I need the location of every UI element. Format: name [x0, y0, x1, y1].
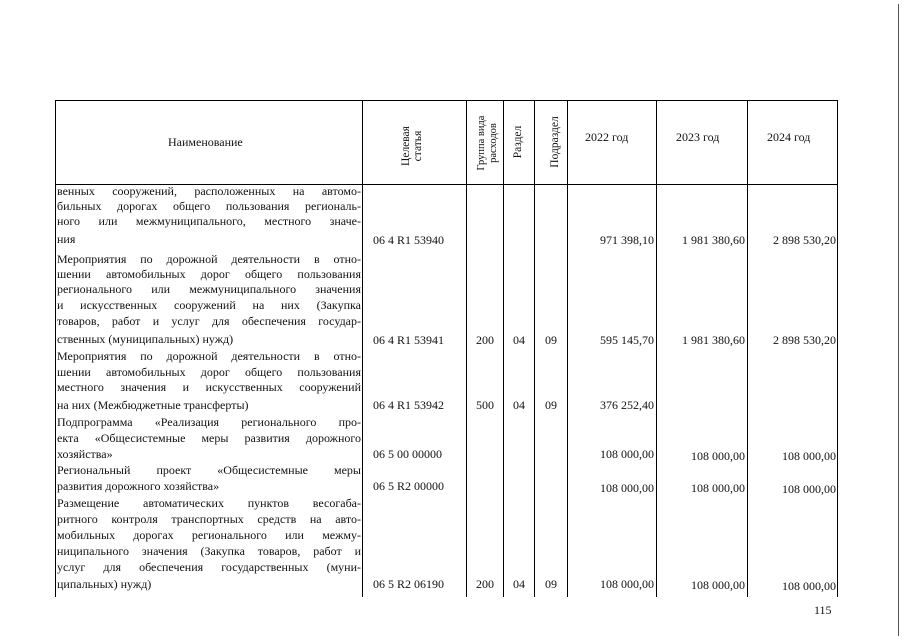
- row-subsection: 09: [545, 577, 557, 591]
- budget-table: [55, 100, 838, 597]
- row-2024: 2 898 530,20: [773, 333, 836, 347]
- row-name-line: товаров, работ и услуг для обеспечения государ-: [57, 314, 361, 328]
- row-2023: 108 000,00: [691, 481, 745, 495]
- row-2022: 595 145,70: [600, 333, 654, 347]
- header-year-2024: 2024 год: [767, 130, 811, 144]
- row-name-line: ритного контроля транспортных средств на авто-: [57, 512, 361, 526]
- row-name-line: бильных дорогах общего пользования региональ-: [57, 199, 361, 213]
- col-border-name: [362, 100, 363, 597]
- row-name-line: Региональный проект «Общесистемные меры: [57, 463, 361, 477]
- row-2024: 108 000,00: [782, 579, 836, 593]
- row-name-line: на них (Межбюджетные трансферты): [57, 398, 249, 412]
- page-edge-line: [898, 4, 899, 636]
- row-name-line: услуг для обеспечения государственных (муни-: [57, 560, 361, 574]
- row-section: 04: [513, 333, 525, 347]
- row-2022: 376 252,40: [600, 398, 654, 412]
- header-expense-group-line1: Группа вида: [476, 115, 487, 171]
- row-code: 06 5 R2 00000: [373, 479, 445, 493]
- row-2024: 108 000,00: [782, 449, 836, 463]
- row-2023: 108 000,00: [691, 578, 745, 592]
- row-name-line: и искусственных сооружений на них (Закупка: [57, 298, 361, 312]
- header-target-article-line2: статья: [412, 130, 424, 162]
- row-2024: 108 000,00: [782, 482, 836, 496]
- row-name-line: екта «Общесистемные меры развития дорожного: [57, 431, 361, 445]
- col-border-2023: [747, 100, 748, 597]
- row-code: 06 4 R1 53941: [373, 333, 445, 347]
- col-border-right: [837, 100, 838, 597]
- header-name: Наименование: [168, 135, 243, 149]
- row-subsection: 09: [545, 398, 557, 412]
- header-target-article: [400, 118, 428, 174]
- col-border-subsection: [567, 100, 568, 597]
- row-2023: 108 000,00: [691, 449, 745, 463]
- row-name-line: Размещение автоматических пунктов весогаба-: [57, 496, 361, 510]
- row-section: 04: [513, 398, 525, 412]
- col-border-left: [55, 100, 56, 597]
- row-name-line: ного или межмуниципального, местного значе-: [57, 214, 361, 228]
- row-name-line: венных сооружений, расположенных на автомо-: [57, 184, 361, 198]
- col-border-section: [534, 100, 535, 597]
- row-name-line: регионального или межмуниципального значения: [57, 282, 361, 296]
- row-name-line: шении автомобильных дорог общего пользования: [57, 365, 361, 379]
- row-name-line: местного значения и искусственных сооружений: [57, 380, 361, 394]
- row-code: 06 5 R2 06190: [373, 577, 445, 591]
- header-expense-group: [476, 103, 506, 183]
- row-name-line: Мероприятия по дорожной деятельности в отно-: [57, 252, 361, 266]
- row-name-line: развития дорожного хозяйства»: [57, 479, 220, 493]
- col-border-code: [466, 100, 467, 597]
- row-group: 500: [476, 398, 494, 412]
- col-border-2022: [656, 100, 657, 597]
- row-name-line: ниципального значения (Закупка товаров, работ и: [57, 544, 361, 558]
- table-top-border: [55, 100, 838, 101]
- row-2022: 971 398,10: [600, 233, 654, 247]
- row-name-line: мобильных дорогах регионального или межму-: [57, 528, 361, 542]
- row-code: 06 4 R1 53940: [373, 233, 445, 247]
- page-number: 115: [814, 603, 832, 617]
- row-name-line: Мероприятия по дорожной деятельности в отно-: [57, 349, 361, 363]
- row-group: 200: [476, 333, 494, 347]
- row-subsection: 09: [545, 333, 557, 347]
- row-name-line: ния: [57, 232, 76, 246]
- header-year-2023: 2023 год: [676, 130, 720, 144]
- row-code: 06 4 R1 53942: [373, 398, 445, 412]
- header-year-2022: 2022 год: [585, 130, 629, 144]
- row-2024: 2 898 530,20: [773, 233, 836, 247]
- row-code: 06 5 00 00000: [373, 447, 442, 461]
- row-2022: 108 000,00: [600, 577, 654, 591]
- row-name-line: ственных (муниципальных) нужд): [57, 332, 234, 346]
- row-group: 200: [476, 577, 494, 591]
- row-name-line: хозяйства»: [57, 447, 113, 461]
- row-name-line: ципальных) нужд): [57, 577, 152, 591]
- header-subsection: Подраздел: [549, 116, 561, 168]
- row-name-line: шении автомобильных дорог общего пользования: [57, 267, 361, 281]
- header-expense-group-line2: расходов: [488, 123, 499, 163]
- row-2022: 108 000,00: [600, 481, 654, 495]
- row-section: 04: [513, 577, 525, 591]
- header-section: Раздел: [512, 125, 524, 159]
- header-target-article-line1: Целевая: [400, 126, 412, 166]
- row-2022: 108 000,00: [600, 447, 654, 461]
- row-2023: 1 981 380,60: [682, 233, 745, 247]
- row-name-line: Подпрограмма «Реализация регионального про-: [57, 415, 361, 429]
- row-2023: 1 981 380,60: [682, 333, 745, 347]
